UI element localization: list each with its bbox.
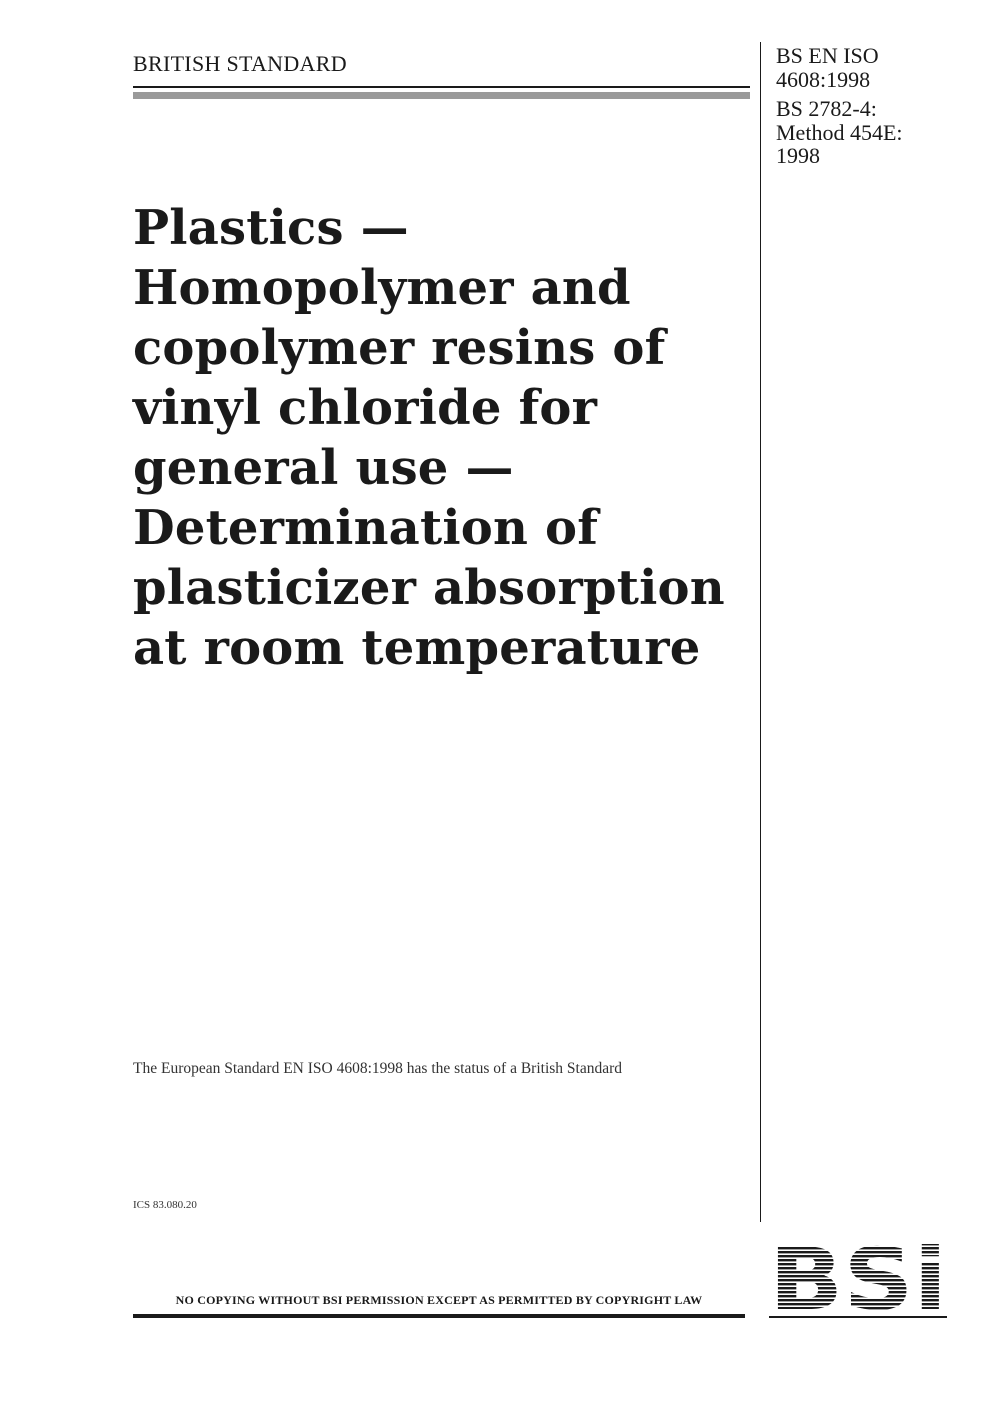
footer-rule <box>133 1314 745 1318</box>
reference-bs-2782 <box>776 97 903 168</box>
status-note: The European Standard EN ISO 4608:1998 has the status of a British Standard <box>133 1060 623 1077</box>
reference-line: 4608:1998 <box>776 66 871 92</box>
title-line: copolymer resins of <box>133 320 666 376</box>
copyright-notice: NO COPYING WITHOUT BSI PERMISSION EXCEPT AS PERMITTED BY COPYRIGHT LAW <box>175 1293 703 1307</box>
reference-line: BS 2782-4: <box>776 96 877 121</box>
title-line: Plastics — <box>133 200 409 256</box>
title-line: Homopolymer and <box>133 260 631 316</box>
standard-references <box>776 44 903 168</box>
header-grey-bar <box>133 92 750 99</box>
header-rule <box>133 86 750 88</box>
reference-bs-en-iso <box>776 44 903 91</box>
title-line: Determination of <box>133 500 599 556</box>
series-label: BRITISH STANDARD <box>133 51 347 76</box>
title-line: at room temperature <box>133 620 701 676</box>
bsi-logo <box>769 1243 947 1313</box>
column-divider <box>760 42 761 1222</box>
ics-code: ICS 83.080.20 <box>133 1199 197 1211</box>
reference-line: Method 454E: <box>776 119 903 145</box>
reference-line: 1998 <box>776 143 820 168</box>
logo-rule <box>769 1316 947 1318</box>
title-line: general use — <box>133 440 514 496</box>
reference-line: BS EN ISO <box>776 43 879 68</box>
document-title <box>133 198 748 678</box>
title-line: vinyl chloride for <box>133 380 598 436</box>
title-line: plasticizer absorption <box>133 560 725 616</box>
